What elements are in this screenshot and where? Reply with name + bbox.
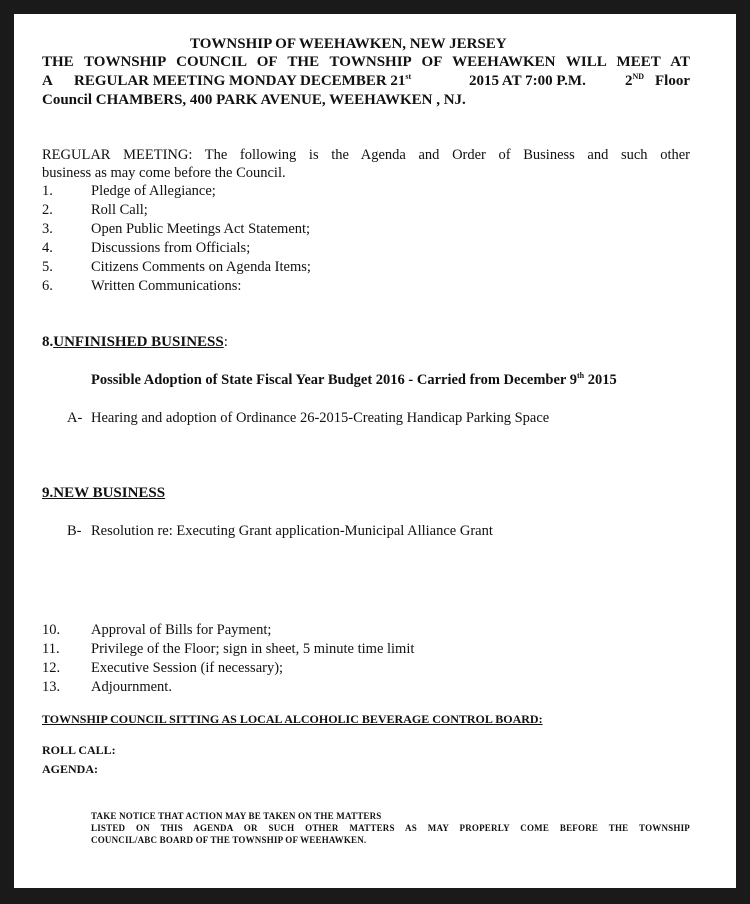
agenda-item-text: Executive Session (if necessary); (91, 660, 284, 676)
header-line-3-b (74, 73, 411, 90)
agenda-item-text: Approval of Bills for Payment; (91, 622, 272, 638)
floor-number (625, 73, 644, 90)
heading-colon: : (223, 334, 228, 350)
date-ordinal-sup: th (576, 371, 585, 381)
header-title: TOWNSHIP OF WEEHAWKEN, NEW JERSEY (190, 36, 507, 52)
agenda-item-number: 4. (42, 240, 53, 256)
section-title: UNFINISHED BUSINESS (53, 334, 224, 350)
agenda-item-text: Privilege of the Floor; sign in sheet, 5 minute time limit (91, 641, 415, 657)
agenda-item-number: 12. (42, 660, 61, 676)
agenda-item-number: 1. (42, 183, 53, 199)
header-line-3-a: A (42, 73, 53, 89)
notice-line-2: LISTED ON THIS AGENDA OR SUCH OTHER MATTERS AS MAY PROPERLY COME BEFORE THE TOWNSHIP (91, 823, 690, 833)
floor-ordinal-sup: ND (632, 72, 645, 81)
agenda-item-text: Discussions from Officials; (91, 240, 251, 256)
agenda-item-text: Roll Call; (91, 202, 148, 218)
notice-line-3: COUNCIL/ABC BOARD OF THE TOWNSHIP OF WEEHAWKEN. (91, 835, 367, 845)
resolution-item-text: Resolution re: Executing Grant application-Municipal Alliance Grant (91, 523, 493, 539)
ordinance-item-text: Hearing and adoption of Ordinance 26-2015-Creating Handicap Parking Space (91, 410, 550, 426)
agenda-item-number: 10. (42, 622, 61, 638)
budget-adoption-year: 2015 (584, 372, 617, 388)
header-line-4: Council CHAMBERS, 400 PARK AVENUE, WEEHAWKEN , NJ. (42, 92, 466, 108)
item-letter-b: B- (67, 523, 82, 539)
agenda-item-number: 5. (42, 259, 53, 275)
floor-word: Floor (655, 73, 690, 89)
budget-adoption-line (91, 372, 617, 389)
roll-call-label: ROLL CALL: (42, 743, 116, 757)
agenda-item-text: Adjournment. (91, 679, 172, 695)
agenda-item-number: 6. (42, 278, 53, 294)
agenda-item-number: 2. (42, 202, 53, 218)
intro-line-1: REGULAR MEETING: The following is the Agenda and Order of Business and such other (42, 147, 690, 163)
agenda-item-number: 3. (42, 221, 53, 237)
notice-line-1: TAKE NOTICE THAT ACTION MAY BE TAKEN ON THE MATTERS (91, 811, 382, 821)
item-letter-a: A- (67, 410, 83, 426)
agenda-item-number: 13. (42, 679, 61, 695)
meeting-time-text: 2015 AT 7:00 P.M. (469, 73, 586, 89)
date-ordinal-sup: st (405, 72, 412, 81)
agenda-item-text: Citizens Comments on Agenda Items; (91, 259, 311, 275)
header-line-3 (42, 73, 690, 90)
agenda-item-text: Open Public Meetings Act Statement; (91, 221, 311, 237)
document-page (14, 14, 736, 888)
abc-board-heading: TOWNSHIP COUNCIL SITTING AS LOCAL ALCOHOLIC BEVERAGE CONTROL BOARD: (42, 712, 543, 726)
floor-digit: 2 (625, 73, 633, 89)
new-business-heading: 9.NEW BUSINESS (42, 485, 166, 501)
budget-adoption-text: Possible Adoption of State Fiscal Year Budget 2016 - Carried from December 9 (91, 372, 577, 388)
unfinished-business-heading (42, 334, 228, 351)
agenda-item-text: Written Communications: (91, 278, 242, 294)
agenda-item-text: Pledge of Allegiance; (91, 183, 216, 199)
meeting-date-text: REGULAR MEETING MONDAY DECEMBER 21 (74, 73, 406, 89)
section-number: 8. (42, 334, 54, 350)
header-line-2: THE TOWNSHIP COUNCIL OF THE TOWNSHIP OF WEEHAWKEN WILL MEET AT (42, 54, 690, 70)
agenda-label: AGENDA: (42, 762, 98, 776)
agenda-item-number: 11. (42, 641, 60, 657)
intro-line-2: business as may come before the Council. (42, 165, 286, 181)
